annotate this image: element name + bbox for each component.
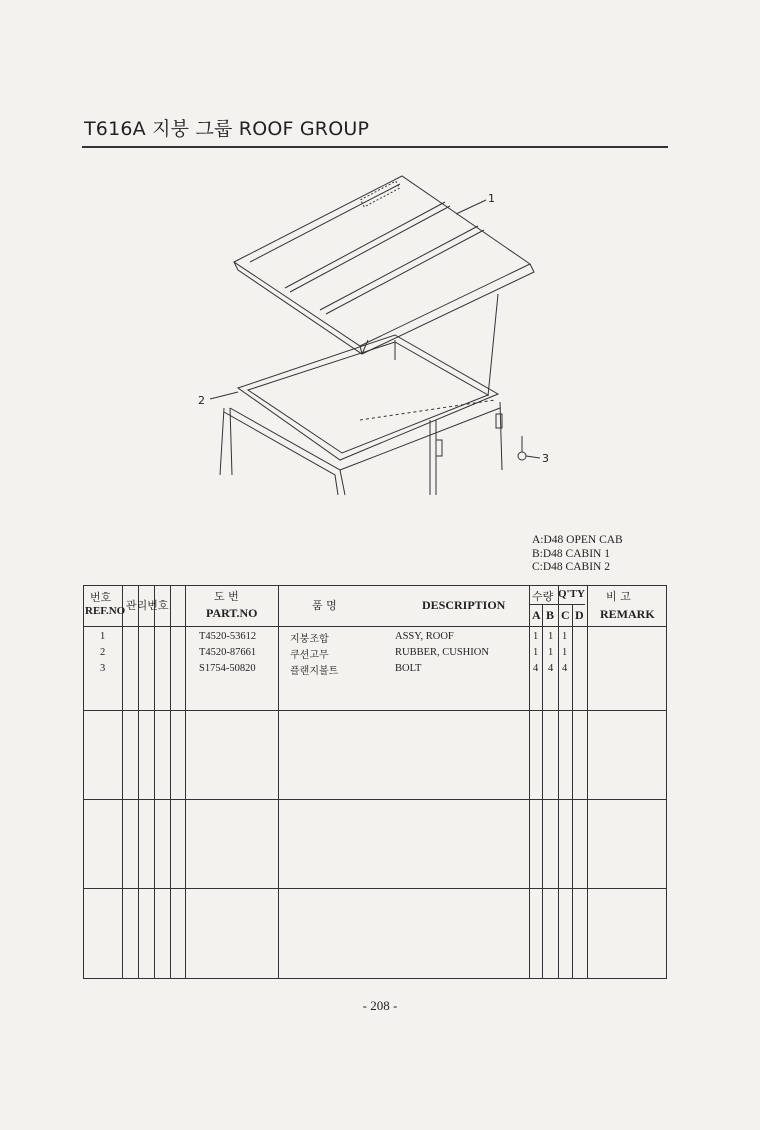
header-qty-en: Q'TY [558, 588, 585, 600]
flange-bolt [518, 436, 526, 460]
row-part-no: T4520-87661 [199, 647, 257, 658]
header-qty-a: A [532, 608, 541, 622]
header-mgmt-ko: 관리번호 [126, 599, 169, 612]
row-qty-c: 1 [562, 631, 568, 642]
row-qty-c: 4 [562, 663, 568, 674]
legend-item-b: B:D48 CABIN 1 [532, 547, 610, 560]
header-part-ko: 도 번 [214, 590, 239, 603]
row-ref: 3 [100, 663, 106, 674]
row-qty-b: 1 [548, 631, 554, 642]
cab-frame [220, 340, 502, 495]
row-qty-b: 4 [548, 663, 554, 674]
header-name-ko: 품 명 [312, 599, 337, 612]
page-title: T616A 지붕 그룹 ROOF GROUP [84, 118, 370, 140]
header-part-en: PART.NO [206, 606, 258, 620]
header-ref-en: REF.NO [85, 605, 126, 617]
header-qty-c: C [561, 608, 570, 622]
row-qty-a: 1 [533, 647, 539, 658]
roof-exploded-diagram [190, 170, 570, 510]
row-part-no: S1754-50820 [199, 663, 256, 674]
title-divider [82, 146, 668, 148]
legend-item-a: A:D48 OPEN CAB [532, 534, 623, 546]
header-ref-ko: 번호 [90, 591, 112, 604]
row-name-ko: 지붕조합 [290, 634, 329, 645]
row-qty-a: 1 [533, 631, 539, 642]
header-qty-d: D [575, 608, 584, 622]
row-ref: 1 [100, 631, 106, 642]
callout-1: 1 [488, 192, 495, 205]
parts-table [83, 585, 667, 979]
cushion-rubber [238, 335, 498, 460]
row-ref: 2 [100, 647, 106, 658]
row-qty-a: 4 [533, 663, 539, 674]
header-remark-ko: 비 고 [606, 590, 631, 603]
callout-2: 2 [198, 394, 205, 407]
row-qty-c: 1 [562, 647, 568, 658]
page-number: - 208 - [362, 998, 398, 1013]
row-name-ko: 쿠션고무 [290, 650, 329, 661]
callout-3: 3 [542, 452, 549, 465]
row-name-ko: 플랜지볼트 [290, 666, 339, 677]
row-qty-b: 1 [548, 647, 554, 658]
legend-item-c: C:D48 CABIN 2 [532, 561, 610, 573]
header-qty-ko: 수량 [532, 590, 554, 603]
row-description: ASSY, ROOF [395, 631, 454, 642]
row-description: RUBBER, CUSHION [395, 647, 489, 658]
row-description: BOLT [395, 663, 422, 674]
header-qty-b: B [546, 608, 555, 622]
model-legend [532, 534, 623, 575]
row-part-no: T4520-53612 [199, 631, 257, 642]
header-description: DESCRIPTION [422, 598, 506, 612]
header-remark-en: REMARK [600, 607, 655, 621]
